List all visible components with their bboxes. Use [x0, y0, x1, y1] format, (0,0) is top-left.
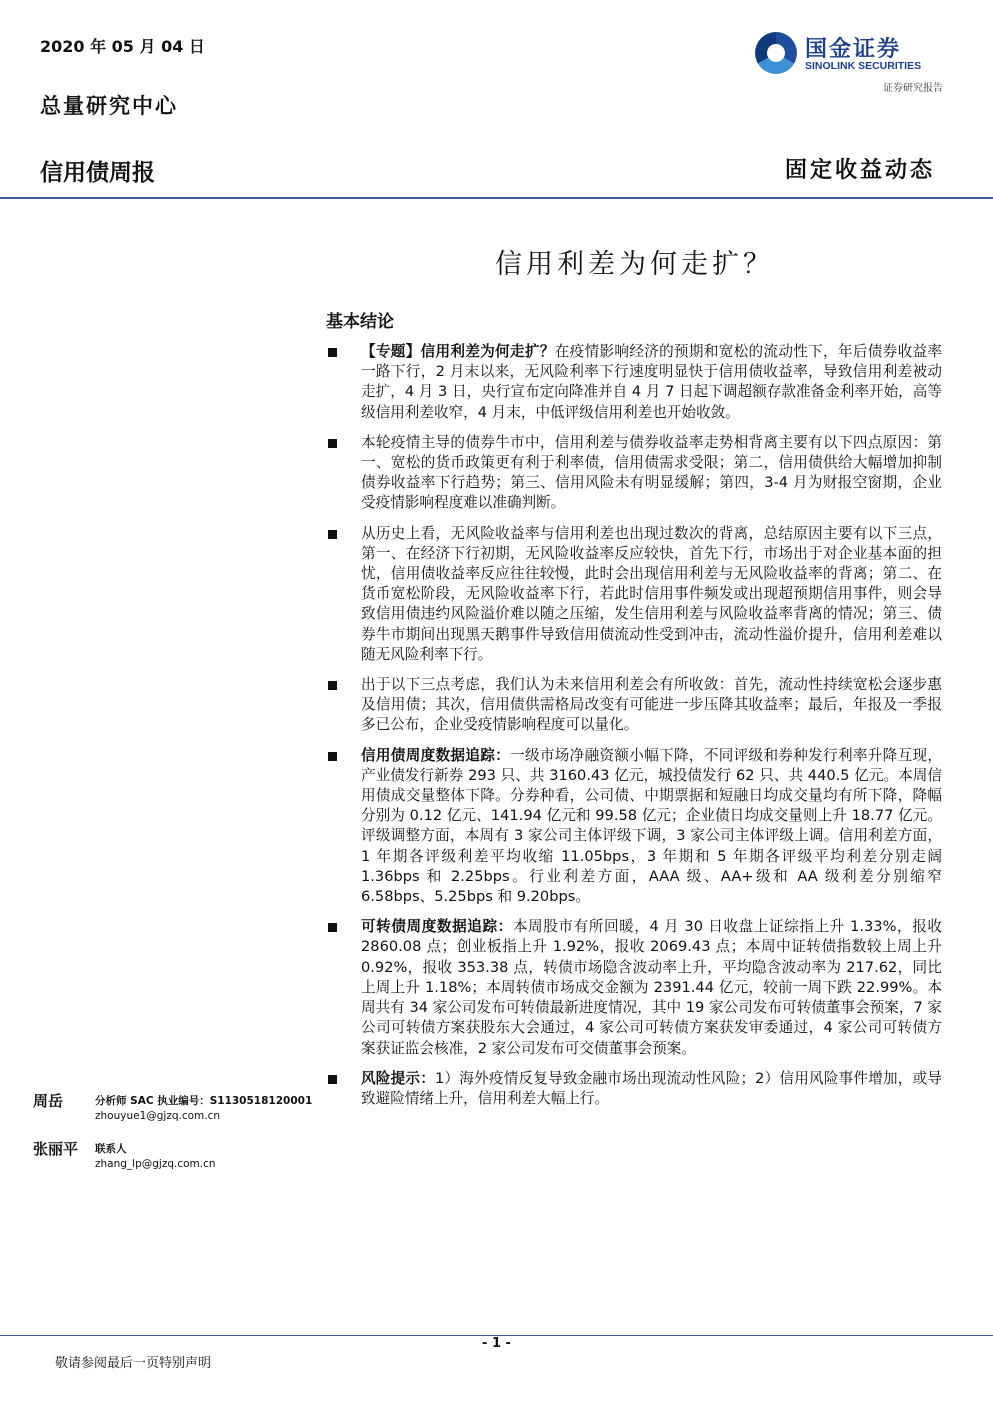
- bullet-text: 一级市场净融资额小幅下降，不同评级和券种发行利率升降互现，产业债发行新券 293 只、共 3160.43 亿元，城投债发行 62 只、共 440.5 亿元。本周信用债成交量整体下降。分券种看，公司债、中期票据和短融日均成交量均有所下降，降幅分别为 0.12 亿元、141.94 亿元和 99.58 亿元；企业债日均成交量则上升 18.77 亿元。评级调整方面，本周有 3 家公司主体评级下调，3 家公司主体评级上调。信用利差方面，1 年期各评级利差平均收缩 11.05bps，3 年期和 5 年期各评级平均利差分别走阔 1.36bps 和 2.25bps。行业利差方面，AAA 级、AA+级和 AA 级利差分别缩窄 6.58bps、5.25bps 和 9.20bps。: [361, 746, 942, 906]
- list-item: [326, 524, 942, 665]
- conclusion-list: [326, 342, 942, 1119]
- logo-emblem-icon: [755, 32, 797, 74]
- list-item: [326, 917, 942, 1058]
- list-item: [326, 746, 942, 908]
- logo-english-name: SINOLINK SECURITIES: [805, 60, 922, 72]
- report-type: 信用债周报: [40, 160, 155, 186]
- bullet-text: 本周股市有所回暖，4 月 30 日收盘上证综指上升 1.33%，报收 2860.08 点；创业板指上升 1.92%，报收 2069.43 点；本周中证转债指数较上周上升 0.92%，报收 353.38 点，转债市场隐含波动率上升，平均隐含波动率为 217.62，同比上周上升 1.18%；本周转债市场成交金额为 2391.44 亿元，较前一周下跌 22.99%。本周共有 34 家公司发布可转债最新进度情况，其中 19 家公司发布可转债董事会预案，7 家公司可转债方案获股东大会通过，4 家公司可转债方案获发审委通过，4 家公司可转债方案获证监会核准，2 家公司发布可交债董事会预案。: [361, 918, 942, 1057]
- bullet-lead: 风险提示：: [361, 1069, 436, 1087]
- analyst-email[interactable]: zhouyue1@gjzq.com.cn: [95, 1110, 221, 1122]
- analyst-name: 周岳: [33, 1092, 64, 1110]
- report-category: 固定收益动态: [784, 157, 935, 183]
- list-item: [326, 1069, 942, 1109]
- analyst-role: 联系人: [95, 1143, 127, 1155]
- bullet-square-icon: [328, 752, 337, 761]
- header-divider: [0, 197, 993, 199]
- bullet-square-icon: [328, 681, 337, 690]
- bullet-text: 本轮疫情主导的债券牛市中，信用利差与债券收益率走势相背离主要有以下四点原因：第一、宽松的货币政策更有利于利率债，信用债需求受限；第二，信用债供给大幅增加抑制债券收益率下行趋势；第三、信用风险未有明显缓解；第四，3-4 月为财报空窗期，企业受疫情影响程度难以准确判断。: [361, 433, 942, 512]
- page-title: 信用利差为何走扩？: [495, 249, 774, 280]
- analyst-email[interactable]: zhang_lp@gjzq.com.cn: [95, 1158, 216, 1170]
- bullet-square-icon: [328, 923, 337, 932]
- bullet-lead: 【专题】信用利差为何走扩？: [361, 343, 555, 360]
- bullet-square-icon: [328, 348, 337, 357]
- page-number: - 1 -: [482, 1336, 511, 1351]
- bullet-text: 在疫情影响经济的预期和宽松的流动性下，年后债券收益率一路下行，2 月末以来，无风险利率下行速度明显快于信用债收益率，导致信用利差被动走扩，4 月 3 日，央行宣布定向降准并自 4 月 7 日起下调超额存款准备金利率开始，高等级信用利差收窄，4 月末，中低评级信用利差也开始收敛。: [361, 343, 942, 421]
- report-date: 2020 年 05 月 04 日: [40, 37, 205, 56]
- analyst-name: 张丽平: [33, 1140, 79, 1158]
- bullet-text: 1）海外疫情反复导致金融市场出现流动性风险；2）信用风险事件增加，或导致避险情绪上升，信用利差大幅上行。: [361, 1069, 942, 1107]
- list-item: [326, 433, 942, 514]
- bullet-text: 出于以下三点考虑，我们认为未来信用利差会有所收敛：首先，流动性持续宽松会逐步惠及信用债；其次，信用债供需格局改变有可能进一步压降其收益率；最后，年报及一季报多已公布，企业受疫情影响程度可以量化。: [361, 676, 942, 734]
- bullet-square-icon: [328, 439, 337, 448]
- bullet-lead: 可转债周度数据追踪：: [361, 918, 513, 936]
- department-name: 总量研究中心: [40, 93, 178, 118]
- bullet-lead: 信用债周度数据追踪：: [361, 746, 511, 764]
- bullet-text: 从历史上看，无风险收益率与信用利差也出现过数次的背离，总结原因主要有以下三点，第一、在经济下行初期，无风险收益率反应较快，首先下行，市场出于对企业基本面的担忧，信用债收益率反应往往较慢，此时会出现信用利差与无风险收益率的背离；第二、在货币宽松阶段，无风险收益率下行，若此时信用事件频发或出现超预期信用事件，则会导致信用债违约风险溢价难以随之压缩，发生信用利差与风险收益率背离的情况；第三、债券牛市期间出现黑天鹅事件导致信用债流动性受到冲击，流动性溢价提升，信用利差难以随无风险利率下行。: [361, 524, 942, 663]
- bullet-square-icon: [328, 1075, 337, 1084]
- bullet-square-icon: [328, 530, 337, 539]
- list-item: [326, 675, 942, 736]
- analyst-role: 分析师 SAC 执业编号：S1130518120001: [95, 1095, 313, 1107]
- report-kind-label: 证券研究报告: [883, 83, 943, 94]
- logo-chinese-name: 国金证券: [805, 37, 902, 62]
- disclaimer-note: 敬请参阅最后一页特别声明: [55, 1356, 212, 1371]
- company-logo: [755, 30, 945, 78]
- section-heading: 基本结论: [326, 312, 394, 332]
- list-item: [326, 342, 942, 423]
